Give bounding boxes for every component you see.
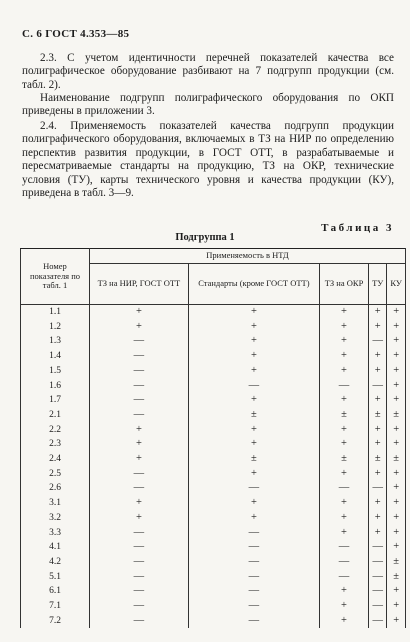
applicability-cell: — [319, 570, 368, 585]
indicator-number: 1.6 [21, 379, 90, 394]
applicability-cell: — [319, 540, 368, 555]
applicability-cell: + [387, 540, 406, 555]
paragraph-2-4: 2.4. Применяемость показателей качества подгрупп продукции полиграфического оборудования, включаемых в ТЗ на НИР по определению перспектив развития продукции, в ГОСТ ОТТ, в разрабатываемые и пересматриваемые стандарты на продукцию, ТЗ на ОКР, технические условия (ТУ), карты технического уровня и качества продукции (КУ), приведена в табл. 3—9. [22, 120, 394, 200]
table-row [21, 526, 406, 541]
table-row [21, 334, 406, 349]
applicability-cell: + [387, 526, 406, 541]
column-header-ku: КУ [387, 264, 406, 305]
applicability-cell: — [369, 570, 387, 585]
applicability-cell: — [369, 481, 387, 496]
applicability-cell: — [369, 379, 387, 394]
table-body [21, 305, 406, 629]
table-row [21, 437, 406, 452]
table-row [21, 408, 406, 423]
applicability-cell: — [90, 364, 189, 379]
applicability-table [20, 248, 406, 628]
applicability-cell: + [319, 305, 368, 320]
column-header-tz-nir: ТЗ на НИР, ГОСТ ОТТ [90, 264, 189, 305]
applicability-cell: + [319, 393, 368, 408]
applicability-cell: — [369, 555, 387, 570]
applicability-cell: + [387, 379, 406, 394]
applicability-cell: ± [188, 452, 319, 467]
applicability-cell: + [387, 305, 406, 320]
applicability-cell: + [387, 511, 406, 526]
indicator-number: 2.1 [21, 408, 90, 423]
applicability-cell: — [369, 614, 387, 629]
applicability-cell: — [369, 334, 387, 349]
applicability-cell: + [319, 511, 368, 526]
table-row [21, 496, 406, 511]
applicability-cell: — [90, 540, 189, 555]
column-header-tz-okr: ТЗ на ОКР [319, 264, 368, 305]
applicability-cell: + [319, 349, 368, 364]
group-header: Применяемость в НТД [90, 249, 406, 264]
table-row [21, 364, 406, 379]
applicability-cell: — [90, 379, 189, 394]
applicability-cell: — [369, 599, 387, 614]
indicator-number: 6.1 [21, 584, 90, 599]
applicability-cell: — [188, 526, 319, 541]
applicability-cell: + [369, 437, 387, 452]
indicator-number: 1.7 [21, 393, 90, 408]
applicability-cell: ± [387, 452, 406, 467]
applicability-cell: + [387, 437, 406, 452]
applicability-cell: + [369, 393, 387, 408]
applicability-cell: + [369, 496, 387, 511]
applicability-cell: + [188, 305, 319, 320]
applicability-cell: — [90, 570, 189, 585]
applicability-cell: + [387, 467, 406, 482]
applicability-cell: — [90, 555, 189, 570]
applicability-cell: — [319, 481, 368, 496]
table-row [21, 481, 406, 496]
applicability-cell: + [387, 393, 406, 408]
applicability-cell: — [90, 393, 189, 408]
applicability-cell: + [369, 320, 387, 335]
applicability-cell: + [188, 423, 319, 438]
applicability-cell: + [319, 334, 368, 349]
indicator-number: 7.2 [21, 614, 90, 629]
applicability-cell: ± [188, 408, 319, 423]
applicability-cell: + [369, 423, 387, 438]
applicability-cell: + [188, 393, 319, 408]
applicability-cell: + [319, 526, 368, 541]
applicability-cell: — [188, 555, 319, 570]
applicability-cell: + [387, 423, 406, 438]
applicability-cell: ± [369, 408, 387, 423]
indicator-number: 5.1 [21, 570, 90, 585]
table-row [21, 540, 406, 555]
applicability-cell: + [319, 584, 368, 599]
applicability-cell: + [387, 496, 406, 511]
applicability-cell: + [188, 437, 319, 452]
applicability-cell: + [90, 437, 189, 452]
applicability-cell: + [188, 511, 319, 526]
applicability-cell: + [188, 334, 319, 349]
column-header-tu: ТУ [369, 264, 387, 305]
applicability-cell: — [90, 526, 189, 541]
table-row [21, 614, 406, 629]
applicability-cell: — [188, 584, 319, 599]
applicability-cell: + [319, 614, 368, 629]
applicability-cell: — [369, 584, 387, 599]
applicability-cell: — [90, 467, 189, 482]
table-row [21, 452, 406, 467]
applicability-cell: + [90, 423, 189, 438]
table-row [21, 305, 406, 320]
table-row [21, 467, 406, 482]
applicability-cell: + [369, 364, 387, 379]
applicability-cell: + [387, 334, 406, 349]
applicability-cell: — [188, 614, 319, 629]
applicability-cell: ± [369, 452, 387, 467]
applicability-cell: + [188, 349, 319, 364]
applicability-cell: + [369, 467, 387, 482]
applicability-cell: ± [387, 555, 406, 570]
applicability-cell: + [90, 305, 189, 320]
applicability-cell: — [319, 379, 368, 394]
applicability-cell: + [369, 526, 387, 541]
applicability-cell: + [369, 511, 387, 526]
applicability-cell: ± [319, 452, 368, 467]
table-row [21, 555, 406, 570]
applicability-cell: + [90, 452, 189, 467]
applicability-cell: + [319, 467, 368, 482]
applicability-cell: — [188, 540, 319, 555]
applicability-cell: — [90, 481, 189, 496]
applicability-cell: + [90, 511, 189, 526]
row-header: Номер показателя по табл. 1 [21, 249, 90, 305]
table-row [21, 599, 406, 614]
paragraph-2-3: 2.3. С учетом идентичности перечней показателей качества все полиграфическое оборудование разбивают на 7 подгрупп продукции (см. табл. 2). [22, 52, 394, 91]
applicability-cell: ± [387, 570, 406, 585]
applicability-cell: — [90, 408, 189, 423]
applicability-cell: — [90, 349, 189, 364]
applicability-cell: + [188, 320, 319, 335]
table-row [21, 423, 406, 438]
applicability-cell: ± [319, 408, 368, 423]
table-row [21, 393, 406, 408]
applicability-cell: — [90, 614, 189, 629]
indicator-number: 2.3 [21, 437, 90, 452]
applicability-cell: + [319, 599, 368, 614]
table-row [21, 584, 406, 599]
applicability-cell: — [188, 599, 319, 614]
applicability-cell: — [90, 334, 189, 349]
applicability-cell: + [387, 481, 406, 496]
table-row [21, 379, 406, 394]
indicator-number: 3.3 [21, 526, 90, 541]
subgroup-title: Подгруппа 1 [175, 232, 235, 243]
applicability-cell: + [369, 349, 387, 364]
applicability-cell: — [188, 481, 319, 496]
applicability-cell: + [188, 467, 319, 482]
applicability-cell: — [369, 540, 387, 555]
applicability-cell: + [90, 496, 189, 511]
indicator-number: 1.5 [21, 364, 90, 379]
indicator-number: 4.1 [21, 540, 90, 555]
table-label: Таблица 3 [321, 222, 394, 234]
applicability-cell: + [387, 364, 406, 379]
applicability-cell: — [90, 599, 189, 614]
applicability-cell: + [319, 437, 368, 452]
indicator-number: 3.1 [21, 496, 90, 511]
indicator-number: 2.6 [21, 481, 90, 496]
applicability-cell: + [319, 364, 368, 379]
applicability-cell: + [90, 320, 189, 335]
applicability-cell: — [188, 379, 319, 394]
indicator-number: 1.2 [21, 320, 90, 335]
table-row [21, 320, 406, 335]
applicability-cell: + [387, 599, 406, 614]
indicator-number: 2.2 [21, 423, 90, 438]
applicability-cell: — [319, 555, 368, 570]
column-header-standards: Стандарты (кроме ГОСТ ОТТ) [188, 264, 319, 305]
applicability-cell: + [387, 614, 406, 629]
applicability-cell: ± [387, 408, 406, 423]
table-row [21, 349, 406, 364]
indicator-number: 2.5 [21, 467, 90, 482]
page-header: С. 6 ГОСТ 4.353—85 [22, 28, 130, 40]
table-row [21, 570, 406, 585]
indicator-number: 1.1 [21, 305, 90, 320]
applicability-cell: — [188, 570, 319, 585]
indicator-number: 3.2 [21, 511, 90, 526]
table-row [21, 511, 406, 526]
indicator-number: 2.4 [21, 452, 90, 467]
indicator-number: 4.2 [21, 555, 90, 570]
indicator-number: 7.1 [21, 599, 90, 614]
applicability-cell: + [188, 496, 319, 511]
applicability-cell: — [90, 584, 189, 599]
paragraph-subgroups: Наименование подгрупп полиграфического оборудования по ОКП приведены в приложении 3. [22, 92, 394, 118]
applicability-cell: + [319, 496, 368, 511]
applicability-cell: + [188, 364, 319, 379]
applicability-cell: + [387, 320, 406, 335]
applicability-cell: + [319, 423, 368, 438]
indicator-number: 1.4 [21, 349, 90, 364]
applicability-cell: + [319, 320, 368, 335]
applicability-cell: + [387, 349, 406, 364]
applicability-cell: + [369, 305, 387, 320]
indicator-number: 1.3 [21, 334, 90, 349]
applicability-cell: + [387, 584, 406, 599]
